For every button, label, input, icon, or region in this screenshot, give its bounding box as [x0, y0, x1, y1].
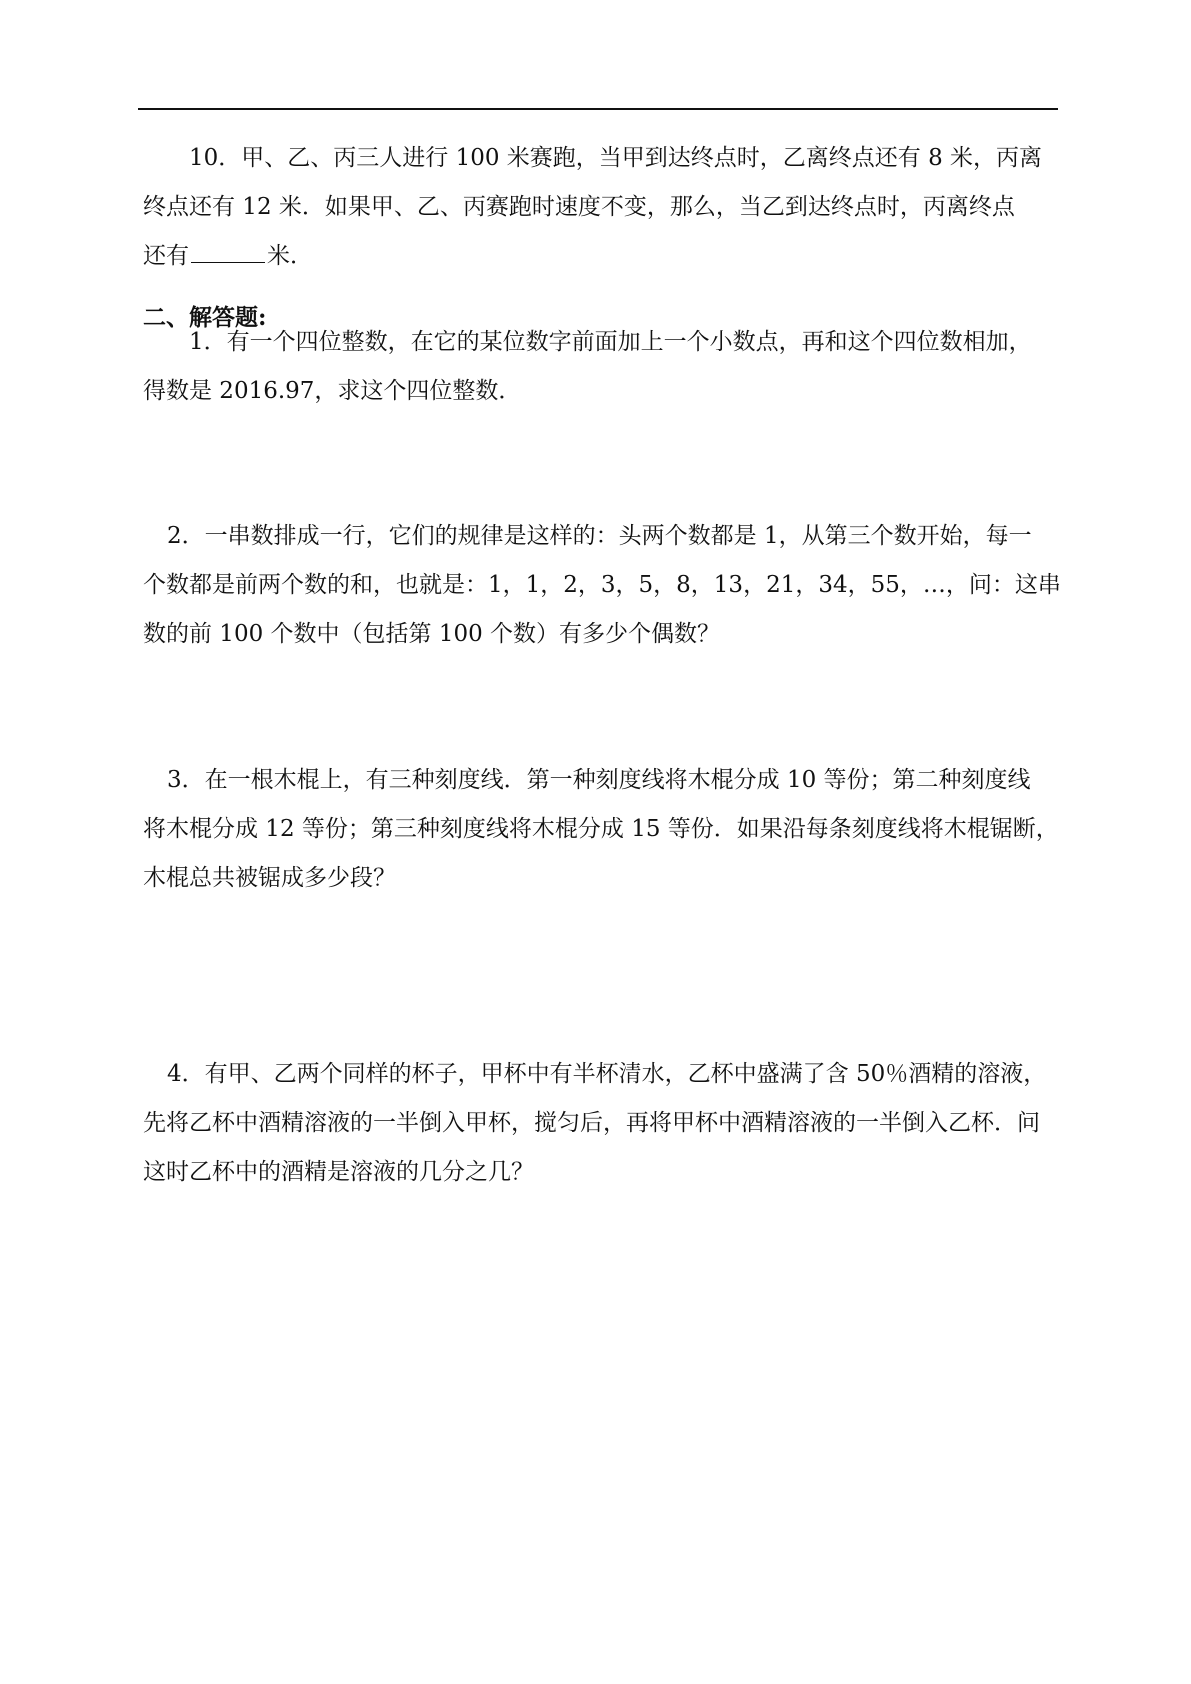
question-10-line-2: 终点还有 12 米．如果甲、乙、丙赛跑时速度不变，那么，当乙到达终点时，丙离终点 [143, 194, 1015, 220]
problem-4-line-1: 4．有甲、乙两个同样的杯子，甲杯中有半杯清水，乙杯中盛满了含 50％酒精的溶液， [167, 1061, 1047, 1087]
problem-3-line-1: 3．在一根木棍上，有三种刻度线．第一种刻度线将木棍分成 10 等份；第二种刻度线 [167, 767, 1031, 793]
problem-3 [143, 756, 1059, 903]
problem-4-line-3: 这时乙杯中的酒精是溶液的几分之几？ [143, 1159, 534, 1185]
problem-2 [143, 512, 1061, 659]
problem-4-line-2: 先将乙杯中酒精溶液的一半倒入甲杯，搅匀后，再将甲杯中酒精溶液的一半倒入乙杯．问 [143, 1110, 1040, 1136]
question-10-line-3 [143, 232, 1055, 281]
problem-1-line-2: 得数是 2016.97，求这个四位整数． [143, 378, 522, 404]
question-10-line-3-start: 还有 [143, 243, 189, 269]
problem-3-line-3: 木棍总共被锯成多少段？ [143, 865, 396, 891]
problem-1-line-1: 1．有一个四位整数，在它的某位数字前面加上一个小数点，再和这个四位数相加， [189, 329, 1032, 355]
problem-1 [143, 318, 1055, 416]
section-heading: 二、解答题: [143, 304, 267, 331]
problem-2-line-1: 2．一串数排成一行，它们的规律是这样的：头两个数都是 1，从第三个数开始，每一 [167, 523, 1032, 549]
problem-2-line-3: 数的前 100 个数中（包括第 100 个数）有多少个偶数？ [143, 621, 721, 647]
problem-3-line-2: 将木棍分成 12 等份；第三种刻度线将木棍分成 15 等份．如果沿每条刻度线将木棍锯断， [143, 816, 1059, 842]
header-rule [138, 108, 1058, 110]
problem-4 [143, 1050, 1055, 1197]
problem-2-line-2: 个数都是前两个数的和，也就是：1，1，2，3，5，8，13，21，34，55，…，问：这串 [143, 572, 1061, 598]
question-10-line-3-end: 米． [267, 243, 313, 269]
question-10 [143, 134, 1055, 281]
answer-blank [191, 238, 265, 263]
question-10-line-1: 10．甲、乙、丙三人进行 100 米赛跑，当甲到达终点时，乙离终点还有 8 米，丙离 [189, 145, 1043, 171]
